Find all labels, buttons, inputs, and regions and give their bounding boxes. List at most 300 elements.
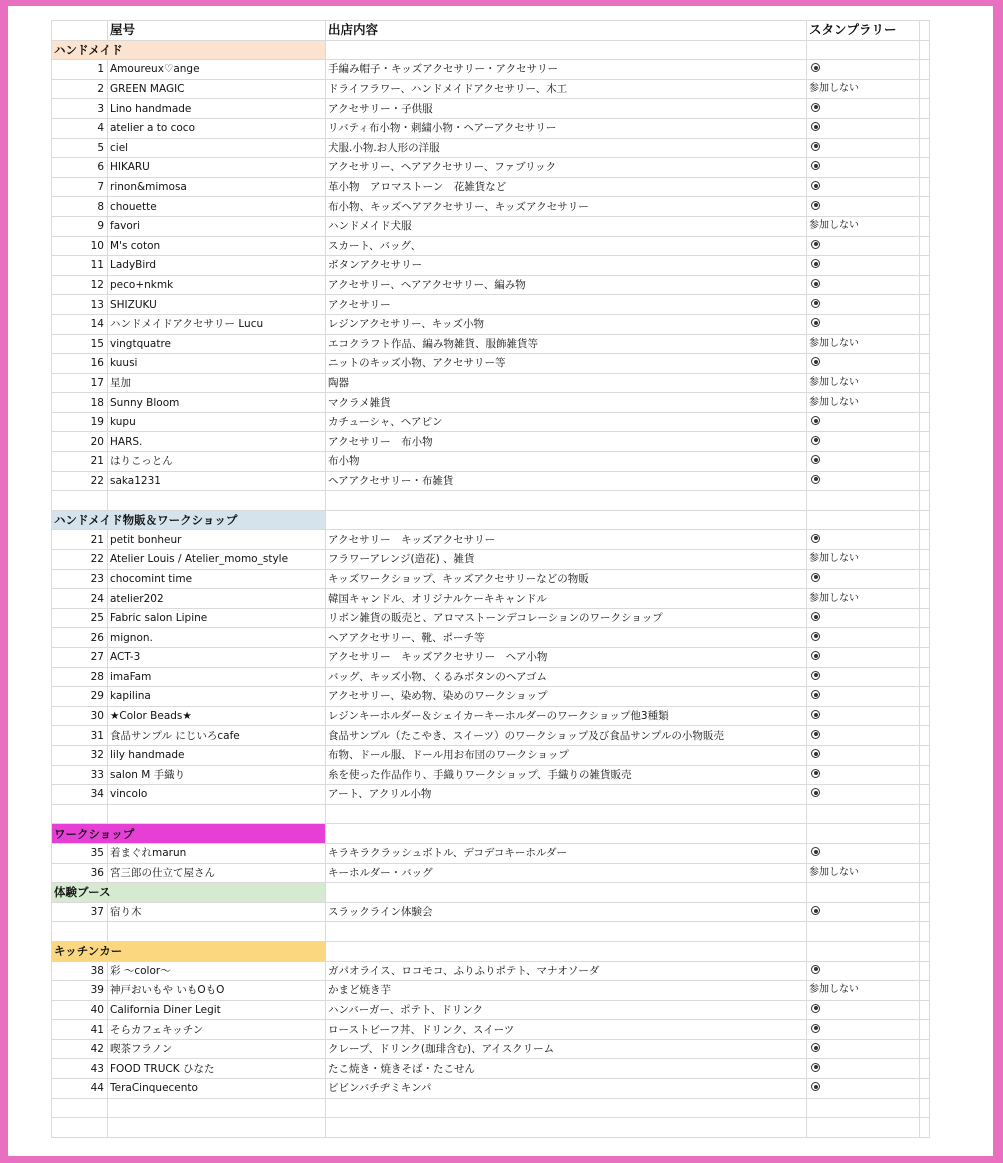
vendor-name: Fabric salon Lipine: [108, 608, 326, 628]
vendor-content: 布物、ドール服、ドール用お布団のワークショップ: [326, 745, 807, 765]
empty-cell: [920, 863, 930, 883]
empty-cell: [326, 883, 807, 903]
vendor-row: [52, 667, 930, 687]
empty-cell: [920, 138, 930, 158]
category-row: [52, 40, 930, 60]
empty-cell: [807, 510, 920, 530]
vendor-number: 38: [52, 961, 108, 981]
stamp-status: [807, 961, 920, 981]
vendor-content: 陶器: [326, 373, 807, 393]
vendor-number: 20: [52, 432, 108, 452]
vendor-row: [52, 295, 930, 315]
empty-cell: [920, 432, 930, 452]
vendor-row: [52, 648, 930, 668]
empty-cell: [920, 236, 930, 256]
vendor-name: California Diner Legit: [108, 1000, 326, 1020]
empty-cell: [920, 79, 930, 99]
vendor-name: petit bonheur: [108, 530, 326, 550]
double-circle-icon: [811, 730, 820, 739]
empty-cell: [920, 843, 930, 863]
empty-cell: [326, 491, 807, 511]
stamp-status: [807, 177, 920, 197]
stamp-status: 参加しない: [807, 216, 920, 236]
vendor-name: TeraCinquecento: [108, 1079, 326, 1099]
vendor-content: 布小物: [326, 452, 807, 472]
category-label: ハンドメイド: [52, 40, 326, 60]
empty-cell: [920, 981, 930, 1001]
vendor-number: 12: [52, 275, 108, 295]
empty-cell: [920, 961, 930, 981]
vendor-content: レジンアクセサリー、キッズ小物: [326, 314, 807, 334]
double-circle-icon: [811, 965, 820, 974]
empty-cell: [52, 1118, 108, 1138]
vendor-name: mignon.: [108, 628, 326, 648]
empty-cell: [108, 491, 326, 511]
empty-cell: [920, 158, 930, 178]
empty-cell: [920, 1059, 930, 1079]
empty-cell: [920, 197, 930, 217]
vendor-name: favori: [108, 216, 326, 236]
vendor-name: salon M 手織り: [108, 765, 326, 785]
empty-cell: [920, 667, 930, 687]
vendor-row: [52, 138, 930, 158]
vendor-content: レジンキーホルダー＆シェイカーキーホルダーのワークショップ他3種類: [326, 706, 807, 726]
empty-cell: [52, 922, 108, 942]
vendor-content: キーホルダー・バッグ: [326, 863, 807, 883]
vendor-number: 30: [52, 706, 108, 726]
vendor-content: ボタンアクセサリー: [326, 256, 807, 276]
vendor-content: 布小物、キッズヘアアクセサリー、キッズアクセサリー: [326, 197, 807, 217]
vendor-name: 宮三郎の仕立て屋さん: [108, 863, 326, 883]
double-circle-icon: [811, 612, 820, 621]
vendor-number: 5: [52, 138, 108, 158]
vendor-content: たこ焼き・焼きそば・たこせん: [326, 1059, 807, 1079]
vendor-row: [52, 99, 930, 119]
vendor-row: [52, 608, 930, 628]
empty-cell: [920, 1039, 930, 1059]
vendor-name: kupu: [108, 412, 326, 432]
header-cell-extra: [920, 21, 930, 41]
double-circle-icon: [811, 710, 820, 719]
empty-cell: [920, 275, 930, 295]
vendor-content: エコクラフト作品、編み物雑貨、服飾雑貨等: [326, 334, 807, 354]
empty-cell: [920, 177, 930, 197]
vendor-content: マクラメ雑貨: [326, 393, 807, 413]
vendor-name: 宿り木: [108, 902, 326, 922]
category-row: [52, 824, 930, 844]
double-circle-icon: [811, 436, 820, 445]
vendor-number: 28: [52, 667, 108, 687]
vendor-content: ハンドメイド犬服: [326, 216, 807, 236]
vendor-content: ローストビーフ丼、ドリンク、スイーツ: [326, 1020, 807, 1040]
empty-cell: [807, 883, 920, 903]
vendor-row: [52, 452, 930, 472]
double-circle-icon: [811, 1004, 820, 1013]
vendor-content: フラワーアレンジ(造花) 、雑貨: [326, 550, 807, 570]
vendor-name: HARS.: [108, 432, 326, 452]
spreadsheet: [8, 6, 993, 1156]
empty-cell: [920, 256, 930, 276]
double-circle-icon: [811, 749, 820, 758]
empty-cell: [920, 1000, 930, 1020]
stamp-status: [807, 1020, 920, 1040]
vendor-row: [52, 177, 930, 197]
empty-cell: [807, 922, 920, 942]
vendor-name: FOOD TRUCK ひなた: [108, 1059, 326, 1079]
vendor-row: [52, 1000, 930, 1020]
vendor-row: [52, 60, 930, 80]
vendor-content: かまど焼き芋: [326, 981, 807, 1001]
vendor-number: 2: [52, 79, 108, 99]
vendor-content: アクセサリー、ヘアアクセサリー、ファブリック: [326, 158, 807, 178]
vendor-row: [52, 412, 930, 432]
empty-cell: [52, 804, 108, 824]
vendor-name: ★Color Beads★: [108, 706, 326, 726]
vendor-content: キッズワークショップ、キッズアクセサリーなどの物販: [326, 569, 807, 589]
blank-row: [52, 922, 930, 942]
vendor-number: 21: [52, 530, 108, 550]
stamp-status: [807, 1000, 920, 1020]
header-cell-num: [52, 21, 108, 41]
double-circle-icon: [811, 259, 820, 268]
vendor-row: [52, 706, 930, 726]
vendor-row: [52, 843, 930, 863]
double-circle-icon: [811, 651, 820, 660]
empty-cell: [920, 530, 930, 550]
double-circle-icon: [811, 788, 820, 797]
empty-cell: [920, 687, 930, 707]
stamp-status: [807, 1039, 920, 1059]
empty-cell: [52, 491, 108, 511]
vendor-name: そらカフェキッチン: [108, 1020, 326, 1040]
category-row: [52, 941, 930, 961]
stamp-status: 参加しない: [807, 863, 920, 883]
vendor-number: 17: [52, 373, 108, 393]
vendor-content: リボン雑貨の販売と、アロマストーンデコレーションのワークショップ: [326, 608, 807, 628]
vendor-row: [52, 981, 930, 1001]
vendor-row: [52, 197, 930, 217]
stamp-status: [807, 452, 920, 472]
stamp-status: 参加しない: [807, 373, 920, 393]
vendor-number: 34: [52, 785, 108, 805]
double-circle-icon: [811, 1043, 820, 1052]
stamp-status: [807, 197, 920, 217]
double-circle-icon: [811, 847, 820, 856]
vendor-content: ヘアアクセサリー・布雑貨: [326, 471, 807, 491]
empty-cell: [920, 60, 930, 80]
category-label: ハンドメイド物販＆ワークショップ: [52, 510, 326, 530]
empty-cell: [326, 510, 807, 530]
empty-cell: [326, 1098, 807, 1118]
vendor-row: [52, 863, 930, 883]
vendor-content: 韓国キャンドル、オリジナルケーキキャンドル: [326, 589, 807, 609]
double-circle-icon: [811, 240, 820, 249]
empty-cell: [807, 491, 920, 511]
vendor-row: [52, 314, 930, 334]
stamp-status: 参加しない: [807, 550, 920, 570]
vendor-number: 25: [52, 608, 108, 628]
double-circle-icon: [811, 318, 820, 327]
vendor-number: 15: [52, 334, 108, 354]
vendor-name: Lino handmade: [108, 99, 326, 119]
vendor-number: 22: [52, 550, 108, 570]
vendor-number: 31: [52, 726, 108, 746]
vendor-row: [52, 745, 930, 765]
vendor-content: リバティ布小物・刺繍小物・ヘアーアクセサリー: [326, 118, 807, 138]
vendor-content: ヘアアクセサリー、靴、ポーチ等: [326, 628, 807, 648]
empty-cell: [920, 785, 930, 805]
double-circle-icon: [811, 455, 820, 464]
vendor-number: 14: [52, 314, 108, 334]
double-circle-icon: [811, 357, 820, 366]
vendor-number: 22: [52, 471, 108, 491]
double-circle-icon: [811, 201, 820, 210]
empty-cell: [326, 941, 807, 961]
stamp-status: [807, 608, 920, 628]
vendor-name: vingtquatre: [108, 334, 326, 354]
stamp-status: [807, 256, 920, 276]
double-circle-icon: [811, 181, 820, 190]
vendor-name: Atelier Louis / Atelier_momo_style: [108, 550, 326, 570]
empty-cell: [920, 922, 930, 942]
empty-cell: [807, 40, 920, 60]
vendor-name: lily handmade: [108, 745, 326, 765]
header-row: [52, 21, 930, 41]
stamp-status: [807, 158, 920, 178]
vendor-name: kuusi: [108, 354, 326, 374]
empty-cell: [920, 883, 930, 903]
empty-cell: [920, 569, 930, 589]
vendor-row: [52, 216, 930, 236]
stamp-status: [807, 295, 920, 315]
empty-cell: [920, 40, 930, 60]
vendor-content: ドライフラワー、ハンドメイドアクセサリー、木工: [326, 79, 807, 99]
vendor-row: [52, 1039, 930, 1059]
empty-cell: [326, 824, 807, 844]
vendor-row: [52, 393, 930, 413]
stamp-status: [807, 1059, 920, 1079]
stamp-status: [807, 687, 920, 707]
empty-cell: [920, 295, 930, 315]
vendor-row: [52, 550, 930, 570]
vendor-name: Sunny Bloom: [108, 393, 326, 413]
vendor-number: 16: [52, 354, 108, 374]
vendor-number: 18: [52, 393, 108, 413]
stamp-status: [807, 275, 920, 295]
category-row: [52, 883, 930, 903]
empty-cell: [920, 373, 930, 393]
category-label: ワークショップ: [52, 824, 326, 844]
double-circle-icon: [811, 632, 820, 641]
empty-cell: [920, 491, 930, 511]
empty-cell: [920, 452, 930, 472]
vendor-row: [52, 275, 930, 295]
empty-cell: [920, 510, 930, 530]
vendor-number: 33: [52, 765, 108, 785]
vendor-number: 11: [52, 256, 108, 276]
empty-cell: [920, 1118, 930, 1138]
vendor-content: 手編み帽子・キッズアクセサリー・アクセサリー: [326, 60, 807, 80]
empty-cell: [920, 412, 930, 432]
empty-cell: [920, 334, 930, 354]
stamp-status: [807, 99, 920, 119]
vendor-number: 40: [52, 1000, 108, 1020]
vendor-number: 24: [52, 589, 108, 609]
blank-row: [52, 804, 930, 824]
stamp-status: [807, 765, 920, 785]
empty-cell: [920, 941, 930, 961]
vendor-name: peco+nkmk: [108, 275, 326, 295]
stamp-status: [807, 236, 920, 256]
double-circle-icon: [811, 299, 820, 308]
vendor-row: [52, 589, 930, 609]
double-circle-icon: [811, 1082, 820, 1091]
vendor-number: 10: [52, 236, 108, 256]
stamp-status: [807, 1079, 920, 1099]
blank-row: [52, 491, 930, 511]
vendor-name: M's coton: [108, 236, 326, 256]
vendor-content: アクセサリー、ヘアアクセサリー、編み物: [326, 275, 807, 295]
vendor-row: [52, 1059, 930, 1079]
stamp-status: [807, 628, 920, 648]
double-circle-icon: [811, 1063, 820, 1072]
vendor-name: chouette: [108, 197, 326, 217]
vendor-number: 9: [52, 216, 108, 236]
header-content: 出店内容: [326, 21, 807, 41]
empty-cell: [920, 118, 930, 138]
stamp-status: [807, 902, 920, 922]
header-stamp: スタンプラリー: [807, 21, 920, 41]
empty-cell: [326, 804, 807, 824]
vendor-number: 35: [52, 843, 108, 863]
empty-cell: [920, 471, 930, 491]
empty-cell: [108, 804, 326, 824]
vendor-name: Amoureux♡ange: [108, 60, 326, 80]
vendor-content: 糸を使った作品作り、手織りワークショップ、手織りの雑貨販売: [326, 765, 807, 785]
double-circle-icon: [811, 769, 820, 778]
vendor-row: [52, 628, 930, 648]
stamp-status: [807, 314, 920, 334]
double-circle-icon: [811, 1024, 820, 1033]
vendor-number: 42: [52, 1039, 108, 1059]
empty-cell: [920, 216, 930, 236]
vendor-row: [52, 902, 930, 922]
vendor-content: ビビンバチヂミキンパ: [326, 1079, 807, 1099]
empty-cell: [326, 40, 807, 60]
double-circle-icon: [811, 142, 820, 151]
vendor-name: 食品サンプル にじいろcafe: [108, 726, 326, 746]
double-circle-icon: [811, 573, 820, 582]
vendor-number: 44: [52, 1079, 108, 1099]
double-circle-icon: [811, 416, 820, 425]
vendor-content: スカート、バッグ、: [326, 236, 807, 256]
stamp-status: [807, 354, 920, 374]
vendor-content: スラックライン体験会: [326, 902, 807, 922]
empty-cell: [807, 941, 920, 961]
vendor-row: [52, 236, 930, 256]
empty-cell: [920, 393, 930, 413]
vendor-number: 21: [52, 452, 108, 472]
stamp-status: [807, 412, 920, 432]
double-circle-icon: [811, 122, 820, 131]
stamp-status: [807, 138, 920, 158]
stamp-status: [807, 648, 920, 668]
empty-cell: [108, 1118, 326, 1138]
vendor-content: 食品サンプル（たこやき、スイーツ）のワークショップ及び食品サンプルの小物販売: [326, 726, 807, 746]
double-circle-icon: [811, 279, 820, 288]
vendor-name: 着まぐれmarun: [108, 843, 326, 863]
empty-cell: [920, 765, 930, 785]
vendor-number: 26: [52, 628, 108, 648]
vendor-name: ACT-3: [108, 648, 326, 668]
double-circle-icon: [811, 690, 820, 699]
double-circle-icon: [811, 534, 820, 543]
empty-cell: [920, 608, 930, 628]
empty-cell: [920, 824, 930, 844]
vendor-name: atelier202: [108, 589, 326, 609]
double-circle-icon: [811, 671, 820, 680]
empty-cell: [920, 902, 930, 922]
vendor-number: 19: [52, 412, 108, 432]
vendor-content: ハンバーガー、ポテト、ドリンク: [326, 1000, 807, 1020]
empty-cell: [920, 589, 930, 609]
empty-cell: [807, 1098, 920, 1118]
vendor-number: 27: [52, 648, 108, 668]
vendor-name: 喫茶フラノン: [108, 1039, 326, 1059]
empty-cell: [807, 1118, 920, 1138]
empty-cell: [807, 804, 920, 824]
double-circle-icon: [811, 161, 820, 170]
vendor-name: kapilina: [108, 687, 326, 707]
category-label: 体験ブース: [52, 883, 326, 903]
vendor-content: ニットのキッズ小物、アクセサリー等: [326, 354, 807, 374]
vendor-content: アクセサリー キッズアクセサリー: [326, 530, 807, 550]
vendor-name: ハンドメイドアクセサリー Lucu: [108, 314, 326, 334]
stamp-status: [807, 843, 920, 863]
vendor-name: atelier a to coco: [108, 118, 326, 138]
stamp-status: 参加しない: [807, 589, 920, 609]
double-circle-icon: [811, 63, 820, 72]
stamp-status: [807, 118, 920, 138]
empty-cell: [326, 1118, 807, 1138]
category-label: キッチンカー: [52, 941, 326, 961]
empty-cell: [920, 1020, 930, 1040]
vendor-row: [52, 765, 930, 785]
vendor-number: 7: [52, 177, 108, 197]
blank-row: [52, 1118, 930, 1138]
empty-cell: [920, 1098, 930, 1118]
empty-cell: [920, 628, 930, 648]
vendor-name: LadyBird: [108, 256, 326, 276]
vendor-name: chocomint time: [108, 569, 326, 589]
vendor-name: 星加: [108, 373, 326, 393]
vendor-row: [52, 1020, 930, 1040]
vendor-content: キラキラクラッシュボトル、デコデコキーホルダー: [326, 843, 807, 863]
stamp-status: [807, 706, 920, 726]
blank-row: [52, 1098, 930, 1118]
vendor-content: バッグ、キッズ小物、くるみボタンのヘアゴム: [326, 667, 807, 687]
empty-cell: [920, 745, 930, 765]
vendor-name: はりこっとん: [108, 452, 326, 472]
empty-cell: [920, 1079, 930, 1099]
double-circle-icon: [811, 475, 820, 484]
vendor-number: 4: [52, 118, 108, 138]
vendor-name: 彩 ～color～: [108, 961, 326, 981]
stamp-status: [807, 530, 920, 550]
vendor-row: [52, 373, 930, 393]
stamp-status: [807, 745, 920, 765]
vendor-name: imaFam: [108, 667, 326, 687]
